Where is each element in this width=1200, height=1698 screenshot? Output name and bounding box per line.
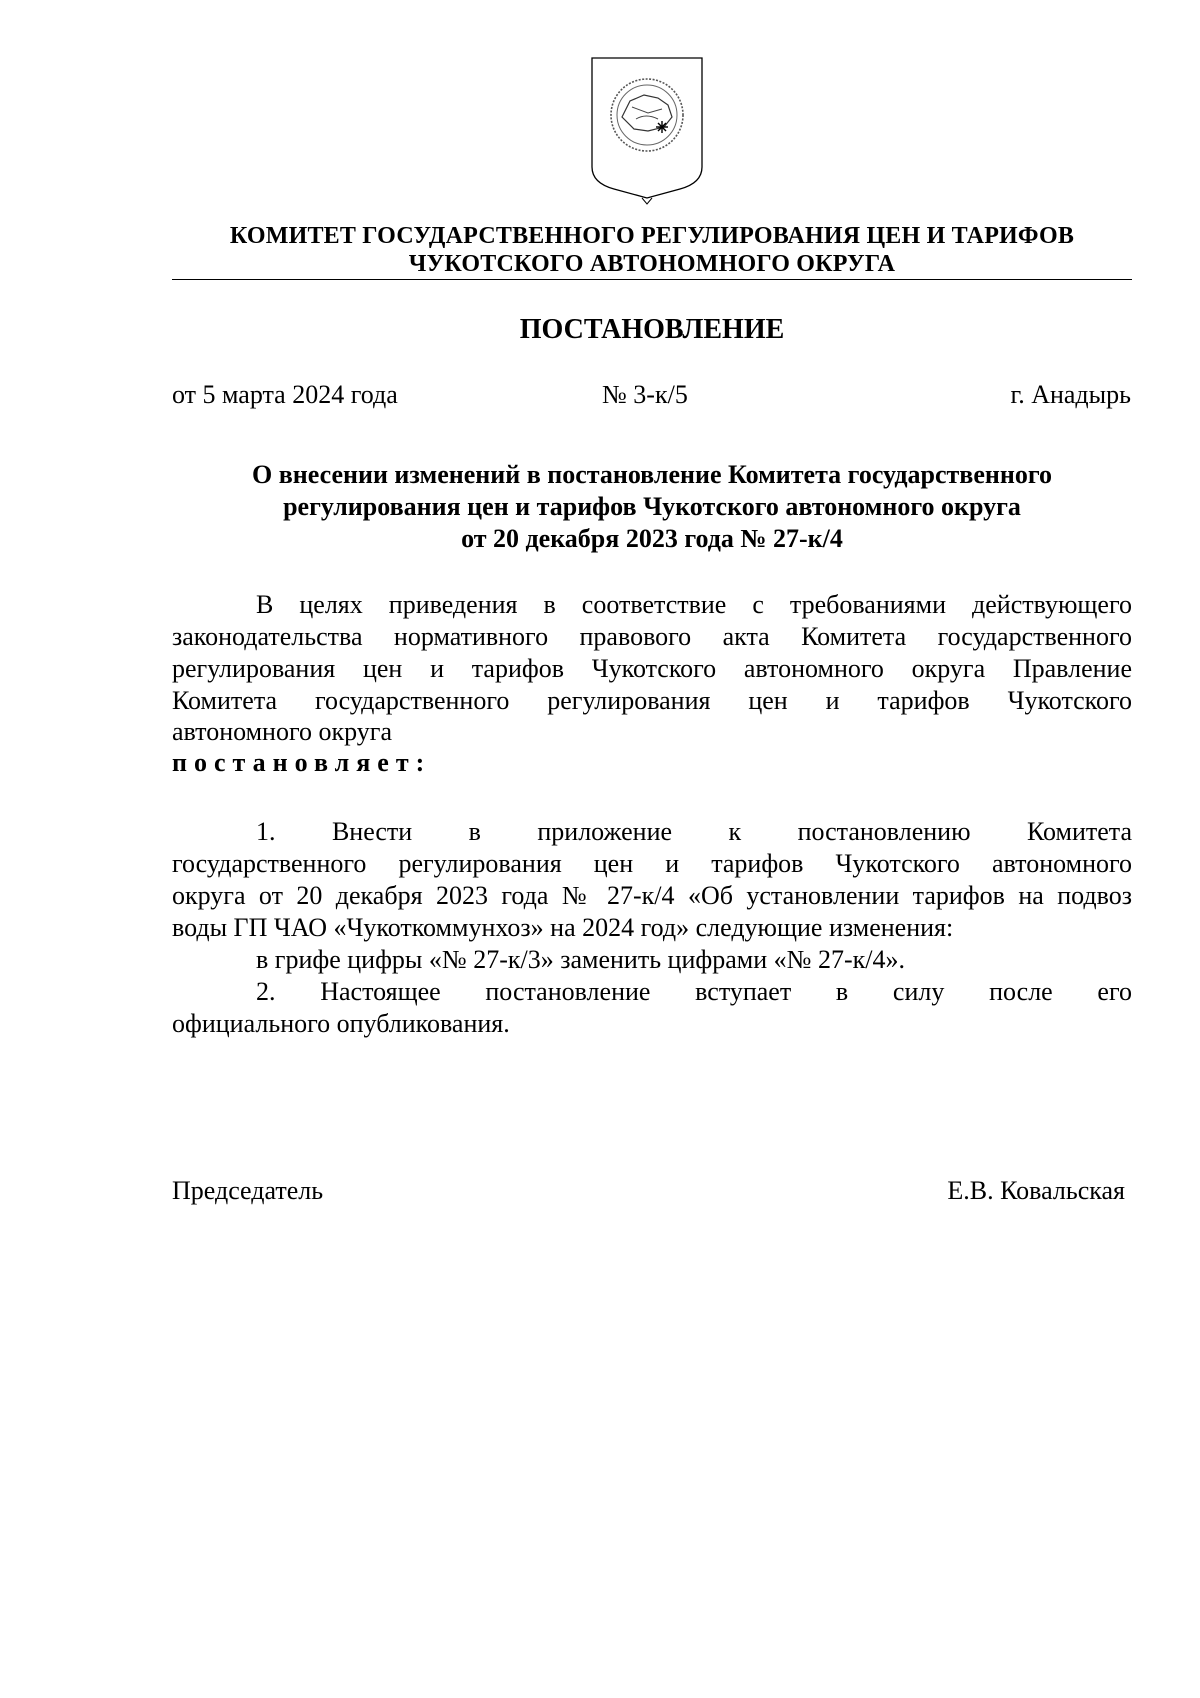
document-city: г. Анадырь [1010, 380, 1131, 409]
item1-line: воды ГП ЧАО «Чукоткоммунхоз» на 2024 год» следующие изменения: [172, 913, 954, 942]
preamble-line: автономного округа [172, 717, 392, 746]
document-date: от 5 марта 2024 года [172, 380, 398, 409]
chukotka-emblem-icon [588, 55, 706, 207]
preamble-line: В целях приведения в соответствие с требованиями действующего [256, 590, 1132, 619]
preamble-line: регулирования цен и тарифов Чукотского автономного округа Правление [172, 654, 1132, 683]
subject-line: регулирования цен и тарифов Чукотского автономного округа [283, 492, 1021, 521]
document-type-title: ПОСТАНОВЛЕНИЕ [519, 314, 785, 345]
item2-line: 2. Настоящее постановление вступает в силу после его [256, 977, 1132, 1006]
org-name-line2: ЧУКОТСКОГО АВТОНОМНОГО ОКРУГА [408, 251, 896, 277]
item1-line: 1. Внести в приложение к постановлению Комитета [256, 817, 1132, 846]
item2-line: официального опубликования. [172, 1009, 510, 1038]
item1-line: в грифе цифры «№ 27-к/3» заменить цифрами «№ 27-к/4». [256, 945, 905, 974]
subject-line: от 20 декабря 2023 года № 27-к/4 [461, 524, 843, 553]
document-number: № 3-к/5 [602, 380, 688, 409]
item1-line: государственного регулирования цен и тарифов Чукотского автономного [172, 849, 1132, 878]
subject-line: О внесении изменений в постановление Комитета государственного [251, 460, 1053, 489]
preamble-line: Комитета государственного регулирования цен и тарифов Чукотского [172, 686, 1132, 715]
decree-word: постановляет: [172, 748, 432, 777]
header-divider [172, 279, 1132, 280]
item1-line: округа от 20 декабря 2023 года № 27-к/4 «Об установлении тарифов на подвоз [172, 881, 1132, 910]
document-subject [172, 459, 1132, 555]
org-name-line1: КОМИТЕТ ГОСУДАРСТВЕННОГО РЕГУЛИРОВАНИЯ ЦЕН И ТАРИФОВ [229, 223, 1075, 249]
signatory-role: Председатель [172, 1176, 324, 1205]
preamble-line: законодательства нормативного правового акта Комитета государственного [172, 622, 1132, 651]
signatory-name: Е.В. Ковальская [947, 1176, 1125, 1205]
